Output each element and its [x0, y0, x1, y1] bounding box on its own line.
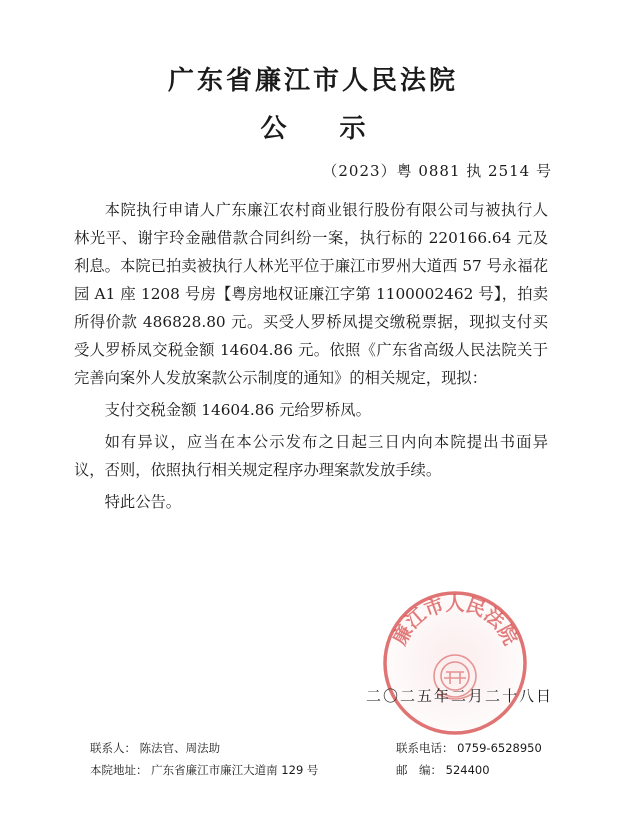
court-name-title: 广东省廉江市人民法院	[167, 66, 458, 96]
notice-body	[74, 196, 548, 516]
notice-paragraph-3: 如有异议，应当在本公示发布之日起三日内向本院提出书面异议，否则，依照执行相关规定程序办理案款发放手续。	[74, 433, 548, 479]
notice-paragraph-1: 本院执行申请人广东廉江农村商业银行股份有限公司与被执行人林光平、谢宇玲金融借款合同纠纷一案，执行标的 220166.64 元及利息。本院已拍卖被执行人林光平位于廉江市罗州大道西 57 号永福花园 A1 座 1208 号房【粤房地权证廉江字第 1100002462 号】，拍卖所得价款 486828.80 元。买受人罗桥凤提交缴税票据，现拟支付买受人罗桥凤交税金额 14604.86 元。依照《广东省高级人民法院关于完善向案外人发放案款公示制度的通知》的相关规定，现拟：	[74, 201, 548, 387]
seal-text: 廉江市人民法院	[388, 593, 522, 649]
court-seal-stamp	[380, 588, 530, 738]
signature-date: 二〇二五年二月二十八日	[365, 687, 553, 705]
document-type-title: 公 示	[260, 114, 388, 144]
footer-contact: 联系人： 陈法官、周法助	[90, 741, 221, 755]
notice-paragraph-2: 支付交税金额 14604.86 元给罗桥凤。	[104, 401, 371, 419]
notice-paragraph-4: 特此公告。	[104, 493, 182, 511]
footer-postcode: 邮 编： 524400	[396, 763, 490, 777]
footer-phone: 联系电话： 0759-6528950	[396, 741, 542, 755]
document-number: （2023）粤 0881 执 2514 号	[322, 162, 552, 180]
footer-address: 本院地址： 广东省廉江市廉江大道南 129 号	[90, 763, 319, 777]
